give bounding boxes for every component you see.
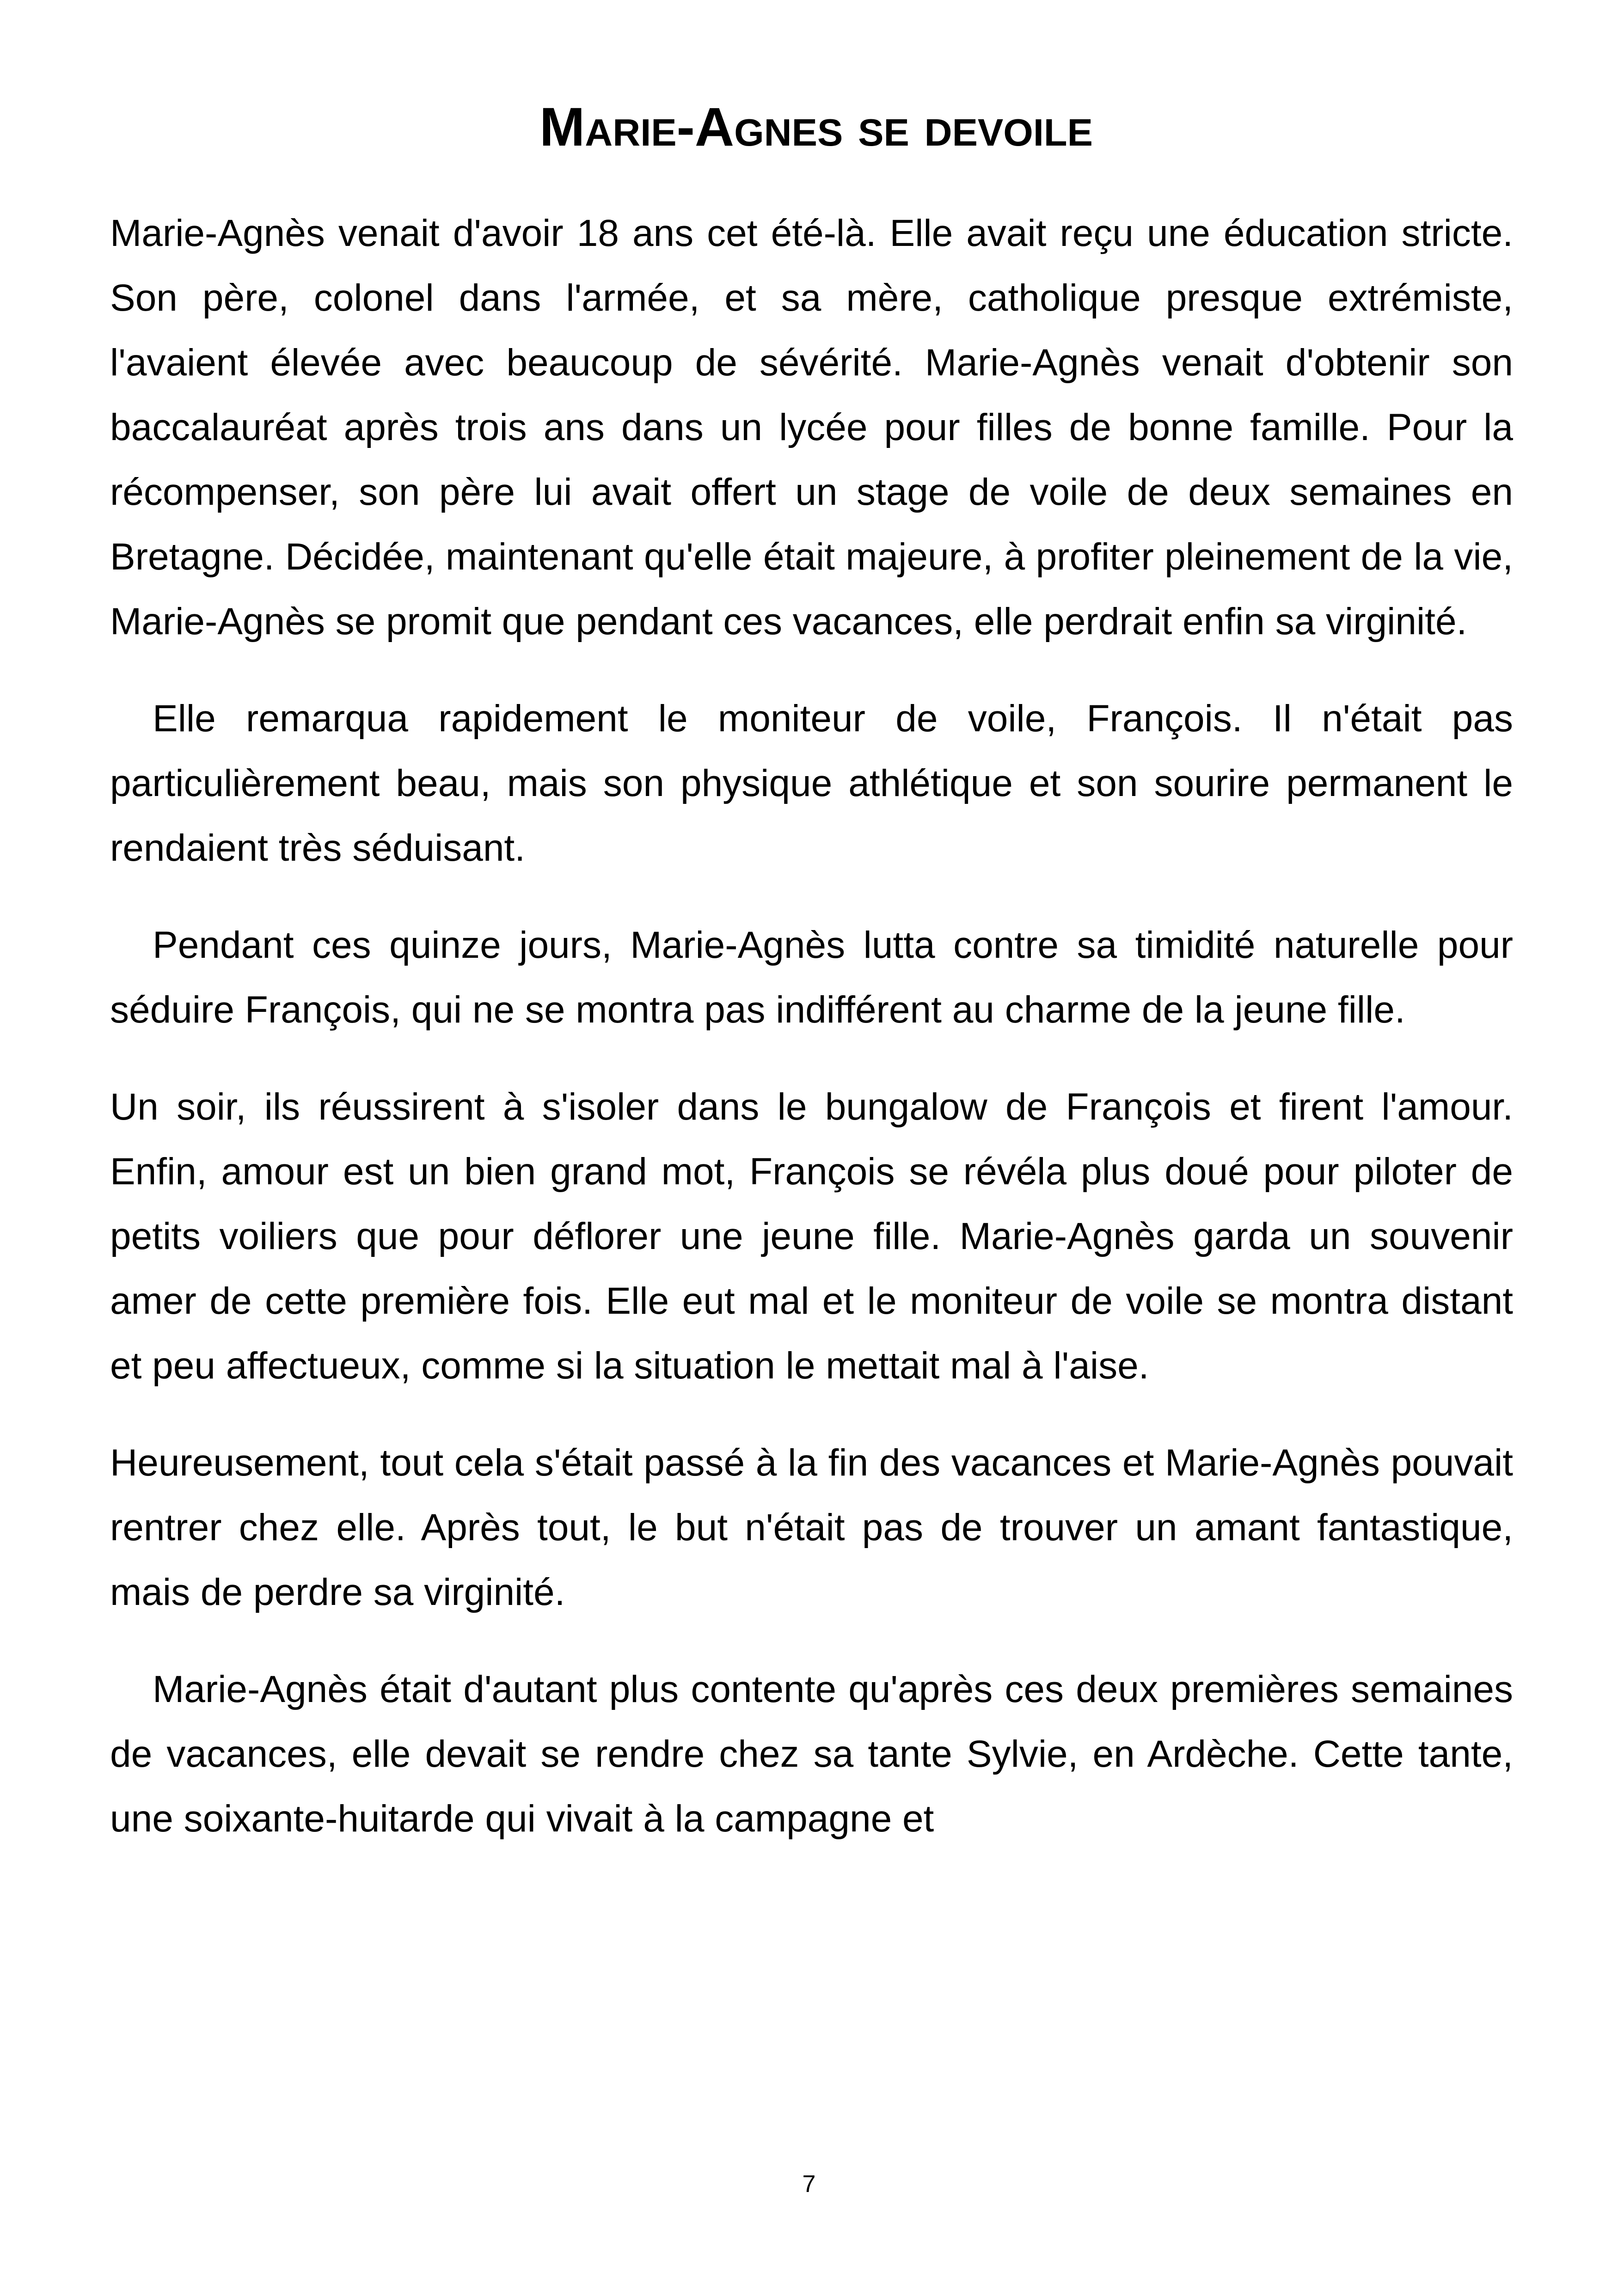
page-number: 7 bbox=[802, 2171, 816, 2198]
paragraph-6: Marie-Agnès était d'autant plus contente qu'après ces deux premières semaines de vacances, elle devait se rendre chez sa tante Sylvie, en Ardèche. Cette tante, une soixante-huitarde qui vivait à la campagne et bbox=[110, 1668, 1513, 1840]
paragraph-5: Heureusement, tout cela s'était passé à la fin des vacances et Marie-Agnès pouvait rentrer chez elle. Après tout, le but n'était pas de trouver un amant fantastique, mais de perdre sa virginité. bbox=[110, 1442, 1513, 1613]
paragraph-2: Elle remarqua rapidement le moniteur de voile, François. Il n'était pas particulièrement beau, mais son physique athlétique et son sourire permanent le rendaient très séduisant. bbox=[110, 698, 1513, 869]
paragraph-1: Marie-Agnès venait d'avoir 18 ans cet été-là. Elle avait reçu une éducation stricte. Son père, colonel dans l'armée, et sa mère, catholique presque extrémiste, l'avaient élevée avec beaucoup de sévérité. Marie-Agnès venait d'obtenir son baccalauréat après trois ans dans un lycée pour filles de bonne famille. Pour la récompenser, son père lui avait offert un stage de voile de deux semaines en Bretagne. Décidée, maintenant qu'elle était majeure, à profiter pleinement de la vie, Marie-Agnès se promit que pendant ces vacances, elle perdrait enfin sa virginité. bbox=[110, 212, 1513, 643]
paragraph-4: Un soir, ils réussirent à s'isoler dans le bungalow de François et firent l'amour. Enfin, amour est un bien grand mot, François se révéla plus doué pour piloter de petits voiliers que pour déflorer une jeune fille. Marie-Agnès garda un souvenir amer de cette première fois. Elle eut mal et le moniteur de voile se montra distant et peu affectueux, comme si la situation le mettait mal à l'aise. bbox=[110, 1086, 1513, 1387]
paragraph-3: Pendant ces quinze jours, Marie-Agnès lutta contre sa timidité naturelle pour séduire François, qui ne se montra pas indifférent au charme de la jeune fille. bbox=[110, 924, 1513, 1031]
document-page bbox=[110, 92, 1513, 1851]
chapter-title: Marie-Agnes se devoile bbox=[539, 97, 1093, 158]
